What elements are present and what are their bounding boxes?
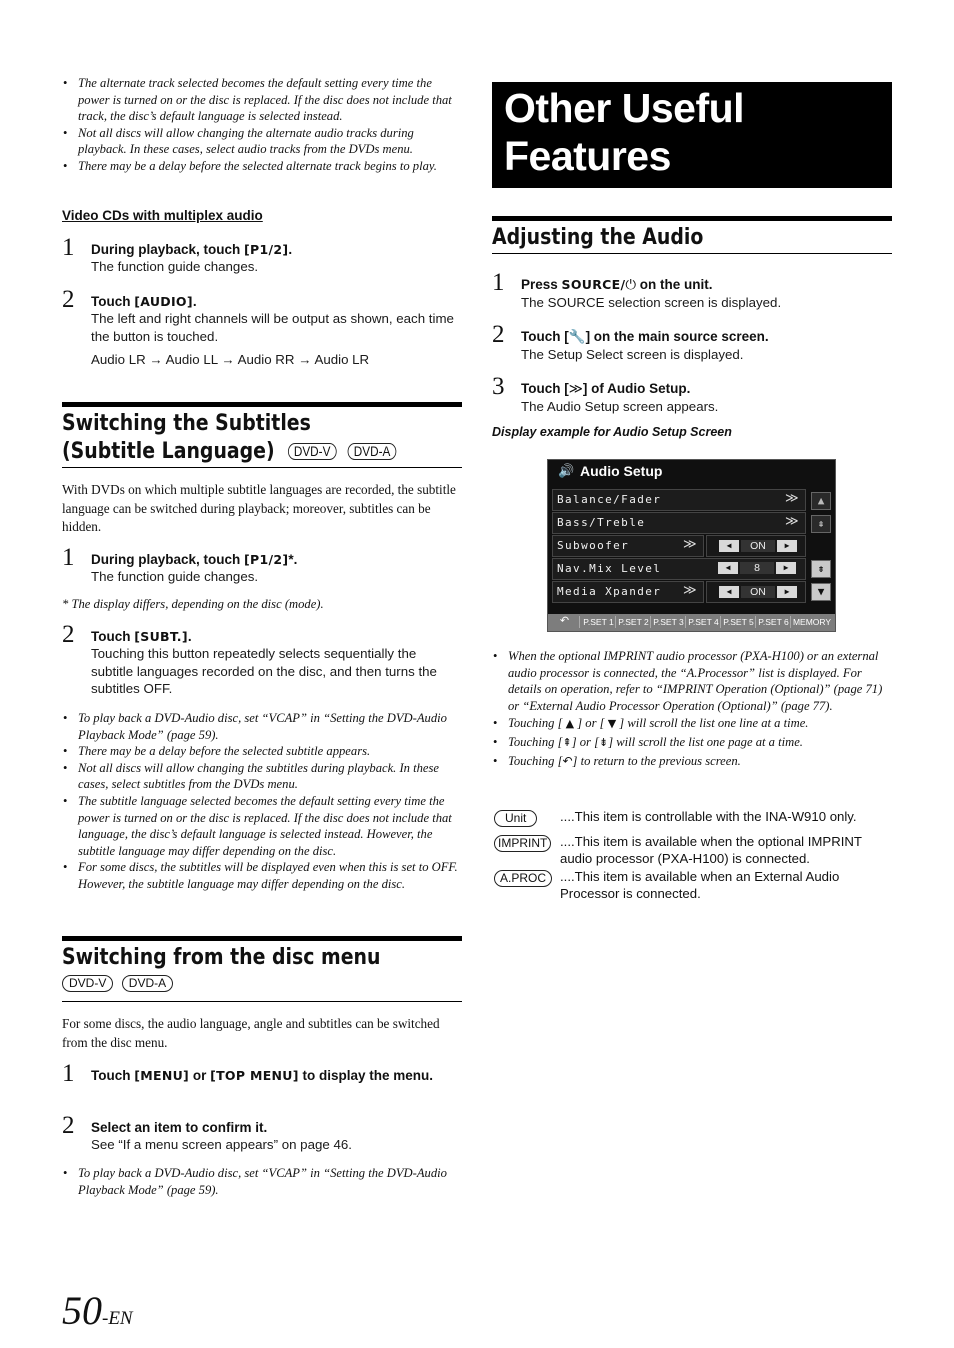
- step-number: 1: [492, 269, 505, 296]
- note-item: • The subtitle language selected becomes the default setting every time the power is turned on or the disc is replaced. If the disc does not include that language, the disc’s default language is selected instead. However, the subtitle language may differ depending on the disc.: [62, 793, 462, 859]
- preset-1-button[interactable]: P.SET 1: [582, 616, 616, 628]
- step-number: 2: [492, 321, 505, 348]
- return-icon[interactable]: ↶: [550, 616, 580, 628]
- disc-menu-section-header: [62, 936, 462, 1002]
- step-result: The Setup Select screen is displayed.: [521, 347, 744, 362]
- source-key: SOURCE/: [561, 277, 626, 292]
- note-item-line-scroll: [492, 715, 892, 733]
- left-arrow-button[interactable]: ◀: [719, 586, 739, 598]
- media-xpander-control: [706, 581, 806, 603]
- step-text: Touch: [91, 629, 135, 644]
- page-number-suffix: -EN: [102, 1308, 133, 1329]
- preset-3-button[interactable]: P.SET 3: [652, 616, 686, 628]
- step-result: Touching this button repeatedly selects sequentially the subtitle languages recorded on the disc, and then turns the subtitles OFF.: [91, 646, 437, 696]
- note-item: • Not all discs will allow changing the alternate audio tracks during playback. In these cases, select audio tracks from the DVDs menu.: [62, 125, 462, 158]
- preset-bar: [548, 614, 835, 631]
- up-arrow-icon: ▲: [565, 717, 575, 731]
- p12-key: [P1/2]: [244, 552, 289, 567]
- note-item: • To play back a DVD-Audio disc, set “VCAP” in “Setting the DVD-Audio Playback Mode” (page 59).: [62, 1165, 462, 1198]
- display-caption: Display example for Audio Setup Screen: [492, 425, 732, 439]
- note-text: Touching [: [508, 753, 563, 768]
- section-title-line1: Switching the Subtitles: [62, 410, 311, 436]
- page-number: [62, 1287, 462, 1334]
- vcd-step-2: [62, 288, 462, 369]
- preset-5-button[interactable]: P.SET 5: [722, 616, 756, 628]
- note-text: Touching [: [508, 734, 563, 749]
- subtitles-notes: [62, 710, 462, 893]
- note-item: • When the optional IMPRINT audio processor (PXA-H100) or an external audio processor is connected, the “A.Processor” list is displayed. For details on operation, refer to “IMPRINT Operation (Optional)” (page 71) or “External Audio Processor Operation (Optional)” (page 77).: [492, 648, 892, 714]
- note-text: ] to return to the previous screen.: [572, 753, 741, 768]
- scroll-down-icon[interactable]: ▼: [811, 583, 831, 601]
- bass-treble-row[interactable]: [552, 512, 806, 534]
- audio-step-3: [492, 375, 892, 416]
- banner-line-1: Other Useful: [504, 85, 745, 131]
- row-label: Subwoofer: [557, 539, 630, 552]
- section-title-line2: [62, 437, 398, 465]
- media-xpander-row[interactable]: [552, 581, 704, 603]
- note-item: • There may be a delay before the selected alternate track begins to play.: [62, 158, 462, 175]
- note-item-return: [492, 753, 892, 770]
- double-chevron-icon[interactable]: ≫: [683, 583, 697, 598]
- page-down-icon: ⇟: [599, 735, 609, 749]
- step-result: The function guide changes.: [91, 569, 259, 584]
- nav-mix-value: 8: [740, 562, 774, 574]
- adjusting-audio-header: [492, 216, 892, 254]
- page-up-icon: ⇞: [562, 735, 572, 749]
- page-number-value: 50: [62, 1288, 102, 1333]
- scroll-up-icon[interactable]: ▲: [811, 492, 831, 510]
- audio-setup-notes: [492, 648, 892, 769]
- audio-setup-screen: [547, 459, 836, 632]
- note-item: • To play back a DVD-Audio disc, set “VCAP” in “Setting the DVD-Audio Playback Mode” (page 59).: [62, 710, 462, 743]
- vcd-heading: Video CDs with multiplex audio: [62, 208, 263, 223]
- step-result: The Audio Setup screen appears.: [521, 399, 719, 414]
- note-text: ] or [: [571, 734, 599, 749]
- step-text-end: .: [187, 629, 192, 644]
- chapter-banner: [492, 82, 892, 188]
- step-text-end: .: [288, 242, 293, 257]
- row-label: Media Xpander: [557, 585, 662, 598]
- preset-2-button[interactable]: P.SET 2: [617, 616, 651, 628]
- subwoofer-value: ON: [741, 540, 775, 552]
- disc-menu-intro: For some discs, the audio language, angle and subtitles can be switched from the disc menu.: [62, 1016, 440, 1050]
- audio-step-1: [492, 271, 892, 312]
- preset-6-button[interactable]: P.SET 6: [757, 616, 791, 628]
- step-text-end: *.: [288, 552, 298, 567]
- note-text: ] will scroll the list one line at a time.: [616, 716, 809, 731]
- step-number: 3: [492, 373, 505, 400]
- subtitles-section-header: [62, 402, 462, 468]
- step-number: 2: [62, 286, 75, 313]
- dvd-v-badge: DVD-V: [288, 443, 336, 460]
- aproc-badge: A.PROC: [494, 870, 552, 887]
- step-text: Touch: [91, 294, 135, 309]
- subtitles-step-1: [62, 546, 462, 586]
- step-number: 1: [62, 1060, 75, 1087]
- step-result: See “If a menu screen appears” on page 46.: [91, 1137, 352, 1152]
- left-arrow-button[interactable]: ◀: [718, 562, 738, 574]
- audio-key: [AUDIO]: [134, 294, 193, 309]
- legend-text: ....This item is controllable with the INA-W910 only.: [560, 809, 857, 824]
- subt-key: [SUBT.]: [134, 629, 188, 644]
- note-text: Touching [: [508, 716, 566, 731]
- right-arrow-button[interactable]: ▶: [776, 562, 796, 574]
- dvd-v-badge: DVD-V: [62, 975, 113, 992]
- row-label: Bass/Treble: [557, 516, 646, 529]
- step-result: The function guide changes.: [91, 259, 259, 274]
- audio-step-2: [492, 323, 892, 364]
- step-number: 2: [62, 621, 75, 648]
- step-number: 1: [62, 234, 75, 261]
- double-chevron-icon: ≫: [568, 381, 583, 397]
- step-text: Press: [521, 277, 562, 292]
- screen-title: Audio Setup: [580, 463, 663, 479]
- p12-key: [P1/2]: [244, 242, 289, 257]
- subwoofer-row[interactable]: [552, 535, 704, 557]
- subtitles-step-2: [62, 623, 462, 698]
- double-chevron-icon[interactable]: ≫: [785, 491, 799, 506]
- down-arrow-icon: ▼: [607, 717, 617, 731]
- banner-line-2: Features: [504, 133, 671, 179]
- dvd-a-badge: DVD-A: [122, 975, 173, 992]
- note-item: • Not all discs will allow changing the subtitles during playback. In these cases, select subtitles from the DVDs menu.: [62, 760, 462, 793]
- unit-badge: Unit: [494, 810, 537, 827]
- setup-wrench-icon: 🔧: [568, 329, 586, 345]
- step-text-end: ] on the main source screen.: [585, 329, 769, 344]
- page-down-icon[interactable]: ⇟: [811, 560, 831, 578]
- step-number: 2: [62, 1112, 75, 1139]
- disc-menu-step-2: [62, 1114, 462, 1154]
- double-chevron-icon[interactable]: ≫: [785, 514, 799, 529]
- step-number: 1: [62, 544, 75, 571]
- disc-menu-notes: [62, 1165, 462, 1198]
- return-icon: ↶: [562, 753, 573, 768]
- speaker-icon: 🔊: [558, 464, 575, 479]
- memory-button[interactable]: MEMORY: [792, 617, 832, 627]
- subwoofer-control: [706, 535, 806, 557]
- row-label: Balance/Fader: [557, 493, 662, 506]
- left-arrow-button[interactable]: ◀: [719, 540, 739, 552]
- section-title: Adjusting the Audio: [492, 224, 704, 250]
- step-text: Select an item to confirm it.: [91, 1120, 268, 1135]
- row-label: Nav.Mix Level: [557, 562, 662, 575]
- step-text: Touch [: [521, 381, 569, 396]
- top-menu-key: [TOP MENU]: [210, 1068, 299, 1083]
- step-text: Touch [: [521, 329, 569, 344]
- subtitles-intro: With DVDs on which multiple subtitle languages are recorded, the subtitle language can be switched during playback; moreover, subtitles can be hidden.: [62, 482, 456, 534]
- step-text-mid: or: [189, 1068, 211, 1083]
- balance-fader-row[interactable]: [552, 489, 806, 511]
- note-text: ] will scroll the list one page at a time.: [608, 734, 803, 749]
- dvd-a-badge: DVD-A: [348, 443, 396, 460]
- step-text: During playback, touch: [91, 552, 245, 567]
- subtitles-footnote: * The display differs, depending on the disc (mode).: [62, 597, 324, 611]
- legend-text: ....This item is available when an External Audio Processor is connected.: [560, 869, 840, 901]
- media-xpander-value: ON: [741, 586, 775, 598]
- disc-menu-step-1: [62, 1060, 462, 1087]
- alternate-track-notes: [62, 75, 462, 175]
- note-item: • The alternate track selected becomes the default setting every time the power is turned on or the disc is replaced. If the disc does not include that track, the disc’s default language is selected instead.: [62, 75, 462, 125]
- step-text-end: on the unit.: [636, 277, 713, 292]
- audio-sequence: Audio LR → Audio LL → Audio RR → Audio LR: [91, 352, 370, 367]
- power-icon: ⏻: [625, 277, 637, 293]
- step-text-end: ] of Audio Setup.: [582, 381, 691, 396]
- step-text-end: to display the menu.: [298, 1068, 434, 1083]
- page-up-icon[interactable]: ⇞: [811, 515, 831, 533]
- right-arrow-button[interactable]: ▶: [777, 586, 797, 598]
- nav-mix-control: [706, 558, 806, 580]
- note-item: • There may be a delay before the selected subtitle appears.: [62, 743, 462, 760]
- vcd-step-1: [62, 236, 462, 276]
- section-title-text: (Subtitle Language): [62, 438, 275, 464]
- section-title: Switching from the disc menu: [62, 944, 381, 970]
- preset-4-button[interactable]: P.SET 4: [687, 616, 721, 628]
- note-text: ] or [: [574, 716, 608, 731]
- double-chevron-icon[interactable]: ≫: [683, 537, 697, 552]
- menu-key: [MENU]: [134, 1068, 190, 1083]
- note-item: • For some discs, the subtitles will be displayed even when this is set to OFF. However, the subtitle language may differ depending on the disc.: [62, 859, 462, 892]
- step-result: The left and right channels will be output as shown, each time the button is touched.: [91, 311, 454, 344]
- imprint-badge: IMPRINT: [494, 835, 551, 852]
- step-text: During playback, touch: [91, 242, 245, 257]
- disc-type-badges: [62, 975, 462, 993]
- step-result: The SOURCE selection screen is displayed.: [521, 295, 782, 310]
- right-arrow-button[interactable]: ▶: [777, 540, 797, 552]
- note-item-page-scroll: [492, 734, 892, 752]
- legend-text: ....This item is available when the optional IMPRINT audio processor (PXA-H100) is connected.: [560, 834, 862, 866]
- step-text-end: .: [192, 294, 197, 309]
- step-text: Touch: [91, 1068, 135, 1083]
